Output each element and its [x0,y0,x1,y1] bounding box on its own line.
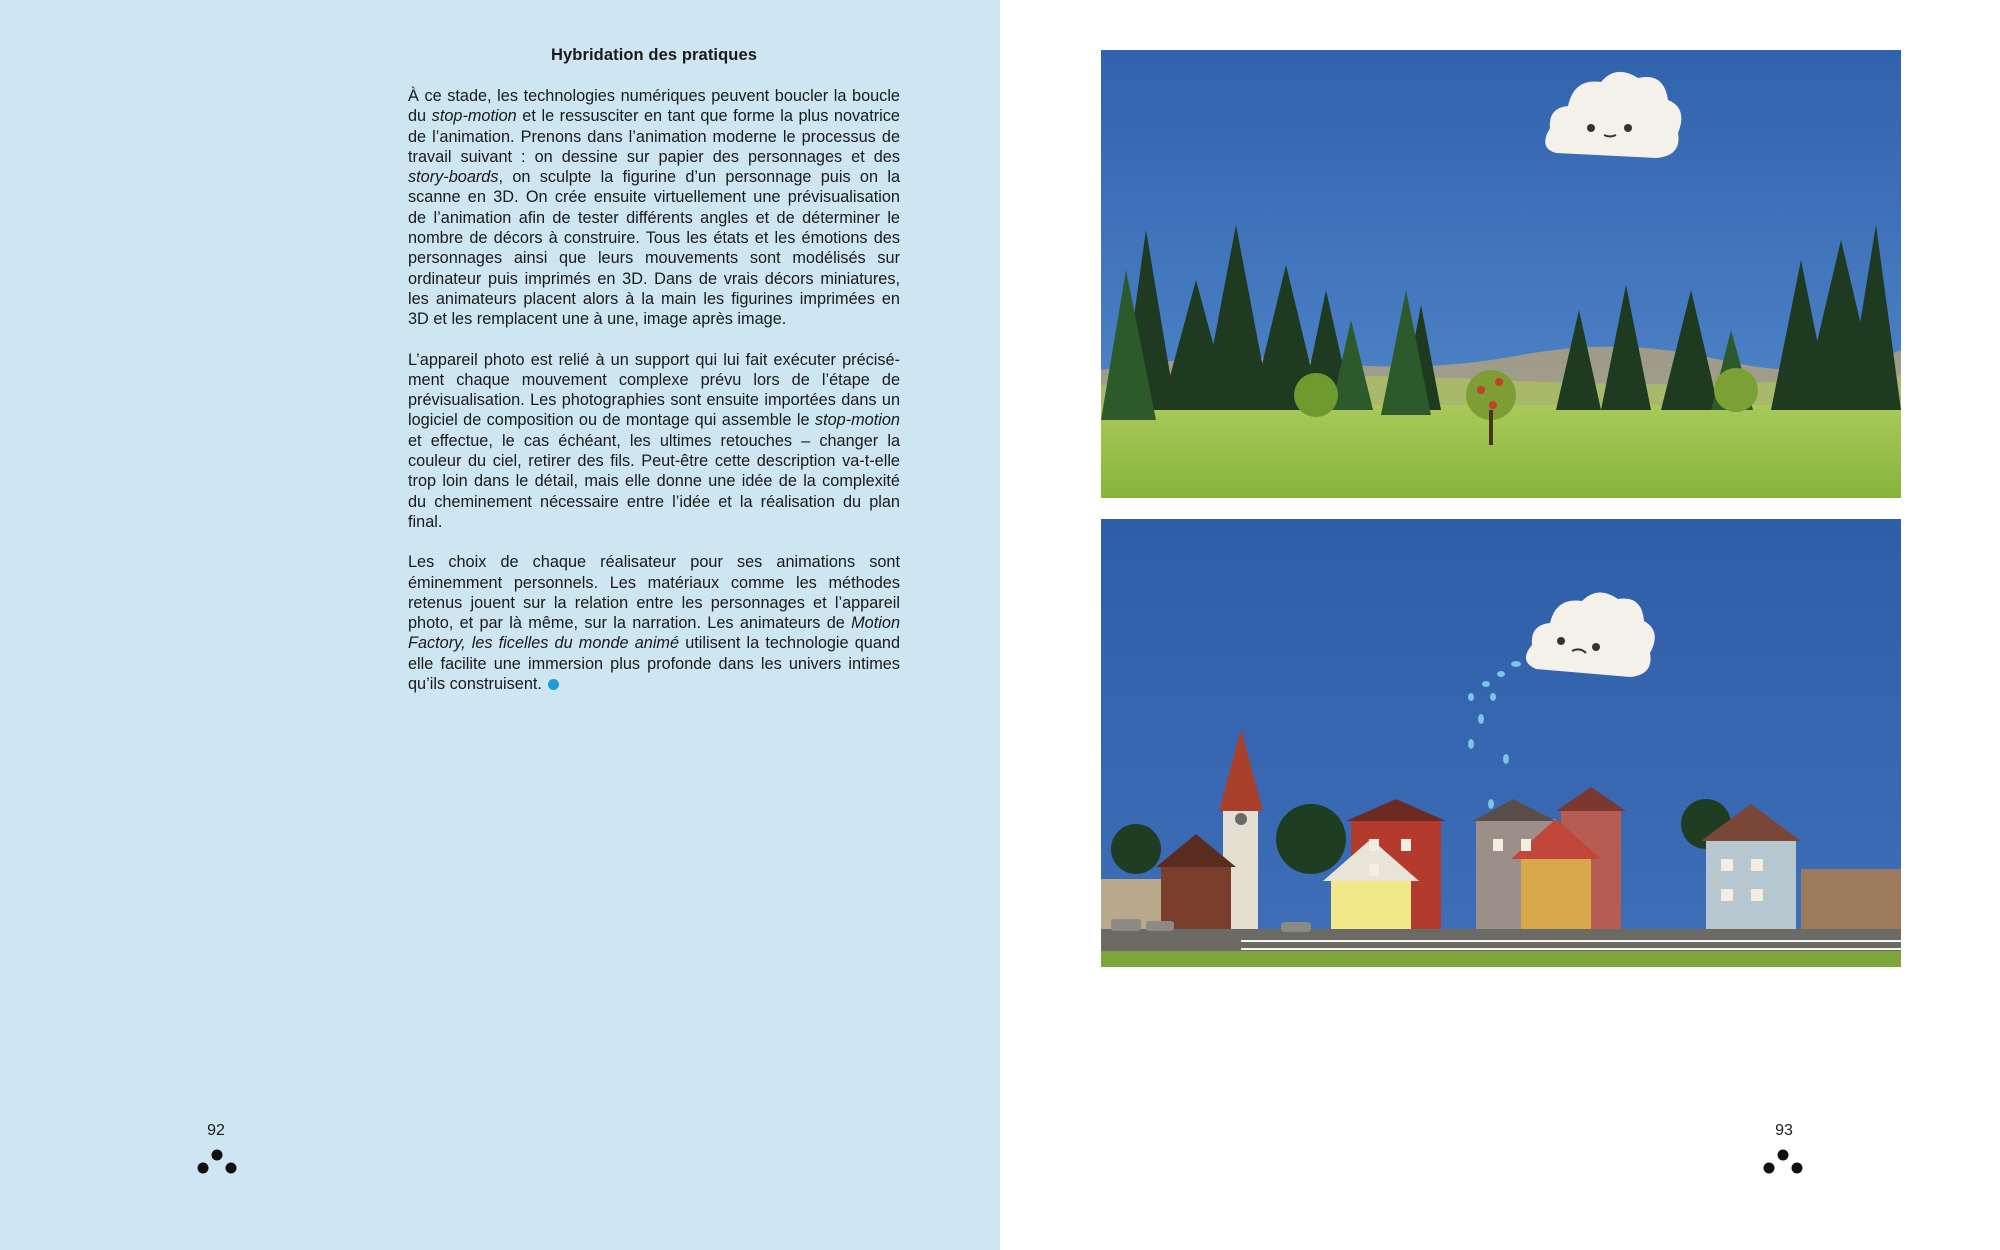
crying-cloud-over-village-photo [1101,519,1901,967]
paragraph [408,86,900,330]
three-dots-logo-icon [1762,1148,1804,1176]
italic-run: story-boards [408,168,499,187]
italic-run: stop-motion [431,107,517,126]
text-run: , on sculpte la figurine d’un personnage puis on la scanne en 3D. On crée ensuite virtuellement une prévisualisation de l’animation afin de tester différents angles et de déterminer le nombre de décors à construire. Tous les états et les émotions des personnages ainsi que leurs mouvements sont modélisés sur ordinateur puis imprimés en 3D. Dans de vrais décors miniatures, les animateurs placent alors à la main les figurines imprimées en 3D et les remplacent une à une, image après image. [408,168,900,329]
three-dots-logo-icon [196,1148,238,1176]
page-number-right: 93 [1775,1122,1793,1139]
end-of-article-dot-icon [548,679,559,690]
cloud-over-forest-photo [1101,50,1901,498]
italic-run: stop-motion [814,411,900,430]
body-text [408,86,900,714]
paragraph [408,552,900,694]
paragraph [408,350,900,533]
text-run: À ce stade, les technologies numériques peuvent boucler la boucle du [408,87,900,126]
text-run: L’appareil photo est relié à un support qui lui fait exécuter précisément chaque mouvement complexe prévu lors de l’étape de prévisualisation. Les photographies sont ensuite importées dans un logiciel de composition ou de montage qui assemble le [408,350,900,430]
text-run: et effectue, le cas échéant, les ultimes retouches – changer la couleur du ciel, retirer des fils. Peut-être cette description va-t-elle trop loin dans le détail, mais elle donne une idée de la complexité du cheminement nécessaire entre l’idée et la réalisation du plan final. [408,431,900,531]
italic-run: Motion Factory, les ficelles du monde animé [408,614,900,653]
text-run: Les choix de chaque réalisateur pour ses animations sont éminemment personnels. Les matériaux comme les méthodes retenus jouent sur la relation entre les personnages et l’appareil photo, et par là même, sur la narration. Les animateurs de [408,553,900,633]
section-heading: Hybridation des pratiques [550,46,758,64]
text-run: et le ressusciter en tant que forme la plus novatrice de l’animation. Prenons dans l’animation moderne le processus de travail suivant : on dessine sur papier des personnages et des [408,107,900,166]
text-run: utilisent la technologie quand elle facilite une immersion plus profonde dans les univers intimes qu’ils construisent. [408,634,901,694]
page-number-left: 92 [207,1122,225,1139]
